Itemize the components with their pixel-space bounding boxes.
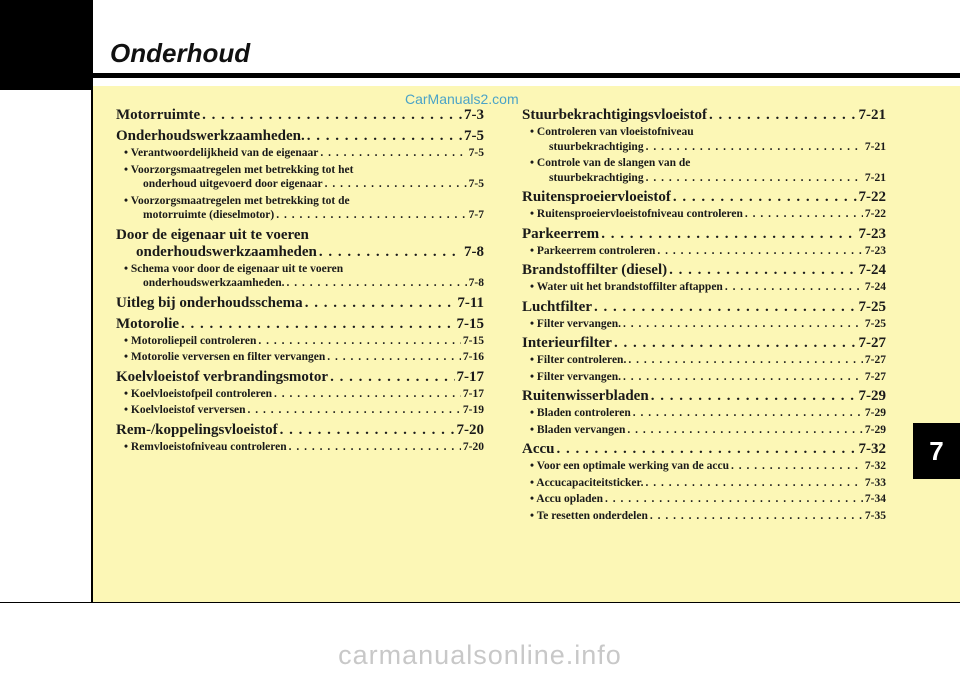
toc-entry-page: 7-21 (858, 107, 886, 123)
dot-leader (280, 423, 455, 438)
toc-entry-page: 7-17 (456, 368, 484, 385)
toc-subentry[interactable] (522, 511, 886, 523)
toc-entry[interactable] (116, 296, 484, 311)
toc-entry-page: 7-23 (864, 244, 886, 257)
dot-leader (327, 352, 461, 364)
toc-entry[interactable] (116, 370, 484, 385)
dot-leader (646, 142, 863, 154)
toc-subentry[interactable] (116, 352, 484, 364)
toc-entry[interactable] (116, 129, 484, 144)
toc-entry-page: 7-5 (468, 178, 484, 190)
toc-entry-page: 7-24 (864, 281, 886, 293)
toc-entry-label: stuurbekrachtiging (549, 171, 644, 184)
toc-entry-page: 7-20 (456, 421, 484, 438)
toc-entry-label: • Remvloeistofniveau controleren (124, 440, 287, 453)
toc-subentry[interactable] (116, 405, 484, 417)
dot-leader (325, 179, 467, 191)
toc-entry-label: • Bladen controleren (530, 407, 631, 419)
toc-subentry[interactable] (522, 246, 886, 258)
toc-entry-page: 7-21 (864, 171, 886, 184)
toc-entry[interactable] (116, 423, 484, 438)
toc-entry-label: Motorolie (116, 315, 180, 332)
dot-leader (202, 108, 462, 123)
toc-entry[interactable] (522, 190, 886, 205)
toc-entry-label: • Filter controleren. (530, 354, 627, 366)
chapter-tab[interactable]: 7 (913, 423, 960, 479)
dot-leader (594, 300, 857, 315)
toc-entry-label: Luchtfilter (522, 298, 592, 315)
toc-entry-label: Koelvloeistof verbrandingsmotor (116, 368, 329, 385)
toc-subentry[interactable] (522, 408, 886, 420)
toc-subentry[interactable] (522, 209, 886, 221)
dot-leader (307, 129, 462, 144)
toc-entry-page: 7-25 (858, 298, 886, 315)
dot-leader (614, 336, 857, 351)
dot-leader (289, 442, 461, 454)
toc-entry-label: Onderhoudswerkzaamheden. (116, 128, 305, 144)
toc-entry-label: • Motoroliepeil controleren (124, 334, 257, 347)
toc-entry-page: 7-25 (864, 317, 886, 330)
toc-entry-page: 7-3 (464, 107, 484, 123)
toc-entry-label: Stuurbekrachtigingsvloeistof (522, 107, 708, 123)
toc-entry-page: 7-8 (468, 277, 484, 289)
dot-leader (319, 245, 462, 260)
toc-subentry[interactable] (116, 278, 484, 290)
toc-entry-label: Interieurfilter (522, 335, 612, 351)
dot-leader (181, 317, 454, 332)
toc-entry-page: 7-5 (468, 147, 484, 159)
toc-entry-label: • Water uit het brandstoffilter aftappen (530, 281, 723, 293)
dot-leader (725, 282, 863, 294)
toc-entry-label: motorruimte (dieselmotor) (143, 209, 275, 221)
toc-entry[interactable] (116, 317, 484, 332)
toc-subentry-line1: • Voorzorgsmaatregelen met betrekking tot de (124, 194, 350, 207)
dot-leader (601, 227, 856, 242)
toc-entry-label: Ruitensproeiervloeistof (522, 189, 671, 205)
toc-entry[interactable] (522, 336, 886, 351)
toc-entry-label: • Bladen vervangen (530, 423, 626, 436)
toc-entry-page: 7-11 (457, 294, 484, 311)
toc-entry-page: 7-27 (864, 370, 886, 383)
toc-entry-label: • Filter vervangen. (530, 317, 622, 330)
dot-leader (623, 319, 863, 331)
toc-subentry[interactable] (116, 210, 484, 222)
toc-entry-label: Parkeerrem (522, 225, 600, 242)
toc-subentry[interactable] (116, 442, 484, 454)
toc-subentry[interactable] (522, 173, 886, 185)
toc-right-column (522, 108, 886, 527)
toc-entry[interactable] (522, 108, 886, 123)
toc-entry-page: 7-23 (858, 225, 886, 242)
toc-entry-page: 7-32 (864, 460, 886, 472)
toc-entry-page: 7-32 (858, 441, 886, 457)
dot-leader (605, 494, 863, 506)
dot-leader (731, 461, 863, 473)
toc-entry-label: Accu (522, 441, 555, 457)
page-title: Onderhoud (110, 38, 251, 68)
toc-entry[interactable] (116, 245, 484, 260)
toc-entry-label: stuurbekrachtiging (549, 140, 644, 153)
toc-entry-page: 7-22 (858, 189, 886, 205)
toc-subentry-line1: • Voorzorgsmaatregelen met betrekking tot het (124, 163, 354, 176)
dot-leader (669, 263, 856, 278)
toc-subentry[interactable] (116, 389, 484, 401)
dot-leader (633, 408, 863, 420)
toc-subentry[interactable] (522, 425, 886, 437)
dot-leader (248, 405, 461, 417)
toc-entry-page: 7-21 (864, 140, 886, 153)
toc-subentry[interactable] (522, 355, 886, 367)
toc-entry[interactable] (522, 227, 886, 242)
toc-entry-label: • Parkeerrem controleren (530, 244, 656, 257)
toc-subentry[interactable] (522, 494, 886, 506)
toc-entry[interactable] (522, 300, 886, 315)
toc-entry[interactable] (522, 263, 886, 278)
toc-entry-label: onderhoudswerkzaamheden (136, 243, 317, 260)
toc-subentry[interactable] (116, 336, 484, 348)
toc-subentry[interactable] (522, 461, 886, 473)
toc-entry-page: 7-33 (864, 476, 886, 489)
toc-entry-page: 7-22 (864, 208, 886, 220)
toc-entry-label: • Ruitensproeiervloeistofniveau controleren (530, 208, 743, 220)
toc-left-column (116, 108, 484, 458)
toc-entry-page: 7-27 (858, 335, 886, 351)
toc-entry-label: Uitleg bij onderhoudsschema (116, 294, 303, 311)
toc-entry-label: • Accucapaciteitsticker. (530, 476, 644, 489)
toc-entry-page: 7-19 (462, 404, 484, 416)
toc-entry-label: • Verantwoordelijkheid van de eigenaar (124, 147, 319, 159)
dot-leader (646, 173, 863, 185)
toc-entry-page: 7-7 (468, 209, 484, 221)
toc-subentry[interactable] (522, 282, 886, 294)
dot-leader (645, 478, 862, 490)
dot-leader (709, 108, 856, 123)
dot-leader (330, 370, 454, 385)
toc-entry-label: Brandstoffilter (diesel) (522, 262, 668, 278)
corner-block (0, 0, 92, 90)
toc-entry-page: 7-29 (864, 407, 886, 419)
dot-leader (627, 425, 863, 437)
toc-entry-label: Rem-/koppelingsvloeistof (116, 421, 278, 438)
dot-leader (557, 442, 857, 457)
dot-leader (287, 278, 467, 290)
toc-entry-page: 7-16 (462, 351, 484, 363)
toc-entry-page: 7-35 (864, 509, 886, 522)
toc-subentry[interactable] (522, 478, 886, 490)
dot-leader (651, 389, 857, 404)
toc-entry-page: 7-20 (462, 440, 484, 453)
bottom-rule (0, 602, 960, 603)
toc-subentry[interactable] (522, 142, 886, 154)
toc-entry-label: • Te resetten onderdelen (530, 509, 648, 522)
toc-entry-line1: Door de eigenaar uit te voeren (116, 226, 309, 243)
dot-leader (628, 355, 863, 367)
title-rule (92, 73, 960, 78)
toc-subentry[interactable] (116, 148, 484, 160)
toc-subentry[interactable] (522, 372, 886, 384)
bottom-watermark: carmanualsonline.info (338, 640, 622, 670)
dot-leader (258, 336, 460, 348)
toc-entry-label: Ruitenwisserbladen (522, 388, 649, 404)
dot-leader (305, 296, 456, 311)
toc-entry-page: 7-29 (864, 423, 886, 436)
toc-entry-page: 7-8 (464, 243, 484, 260)
toc-entry-page: 7-29 (858, 388, 886, 404)
toc-entry-label: • Voor een optimale werking van de accu (530, 460, 729, 472)
toc-entry[interactable] (522, 442, 886, 457)
toc-entry[interactable] (522, 389, 886, 404)
toc-entry-label: • Koelvloeistof verversen (124, 404, 246, 416)
dot-leader (673, 190, 857, 205)
toc-entry-label: onderhoudswerkzaamheden. (143, 277, 285, 289)
toc-entry-page: 7-17 (462, 387, 484, 400)
toc-entry-page: 7-15 (456, 315, 484, 332)
dot-leader (276, 210, 466, 222)
top-watermark: CarManuals2.com (405, 91, 519, 107)
toc-entry-page: 7-34 (864, 493, 886, 505)
toc-entry-label: • Motorolie verversen en filter vervangen (124, 351, 326, 363)
toc-entry-page: 7-27 (864, 354, 886, 366)
toc-entry[interactable] (116, 108, 484, 123)
toc-entry-label: • Accu opladen (530, 493, 604, 505)
toc-subentry-line1: • Schema voor door de eigenaar uit te voeren (124, 262, 344, 275)
dot-leader (320, 148, 466, 160)
dot-leader (745, 209, 863, 221)
toc-entry-label: onderhoud uitgevoerd door eigenaar (143, 178, 323, 190)
toc-entry-label: Motorruimte (116, 107, 201, 123)
dot-leader (650, 511, 863, 523)
toc-entry-label: • Koelvloeistofpeil controleren (124, 387, 272, 400)
toc-subentry[interactable] (522, 319, 886, 331)
toc-entry-page: 7-15 (462, 334, 484, 347)
toc-entry-page: 7-5 (464, 128, 484, 144)
dot-leader (274, 389, 461, 401)
dot-leader (623, 372, 863, 384)
toc-subentry-line1: • Controle van de slangen van de (530, 157, 691, 169)
toc-entry-page: 7-24 (858, 262, 886, 278)
toc-entry-label: • Filter vervangen. (530, 370, 622, 383)
dot-leader (657, 246, 863, 258)
toc-subentry-line1: • Controleren van vloeistofniveau (530, 126, 694, 138)
toc-subentry[interactable] (116, 179, 484, 191)
